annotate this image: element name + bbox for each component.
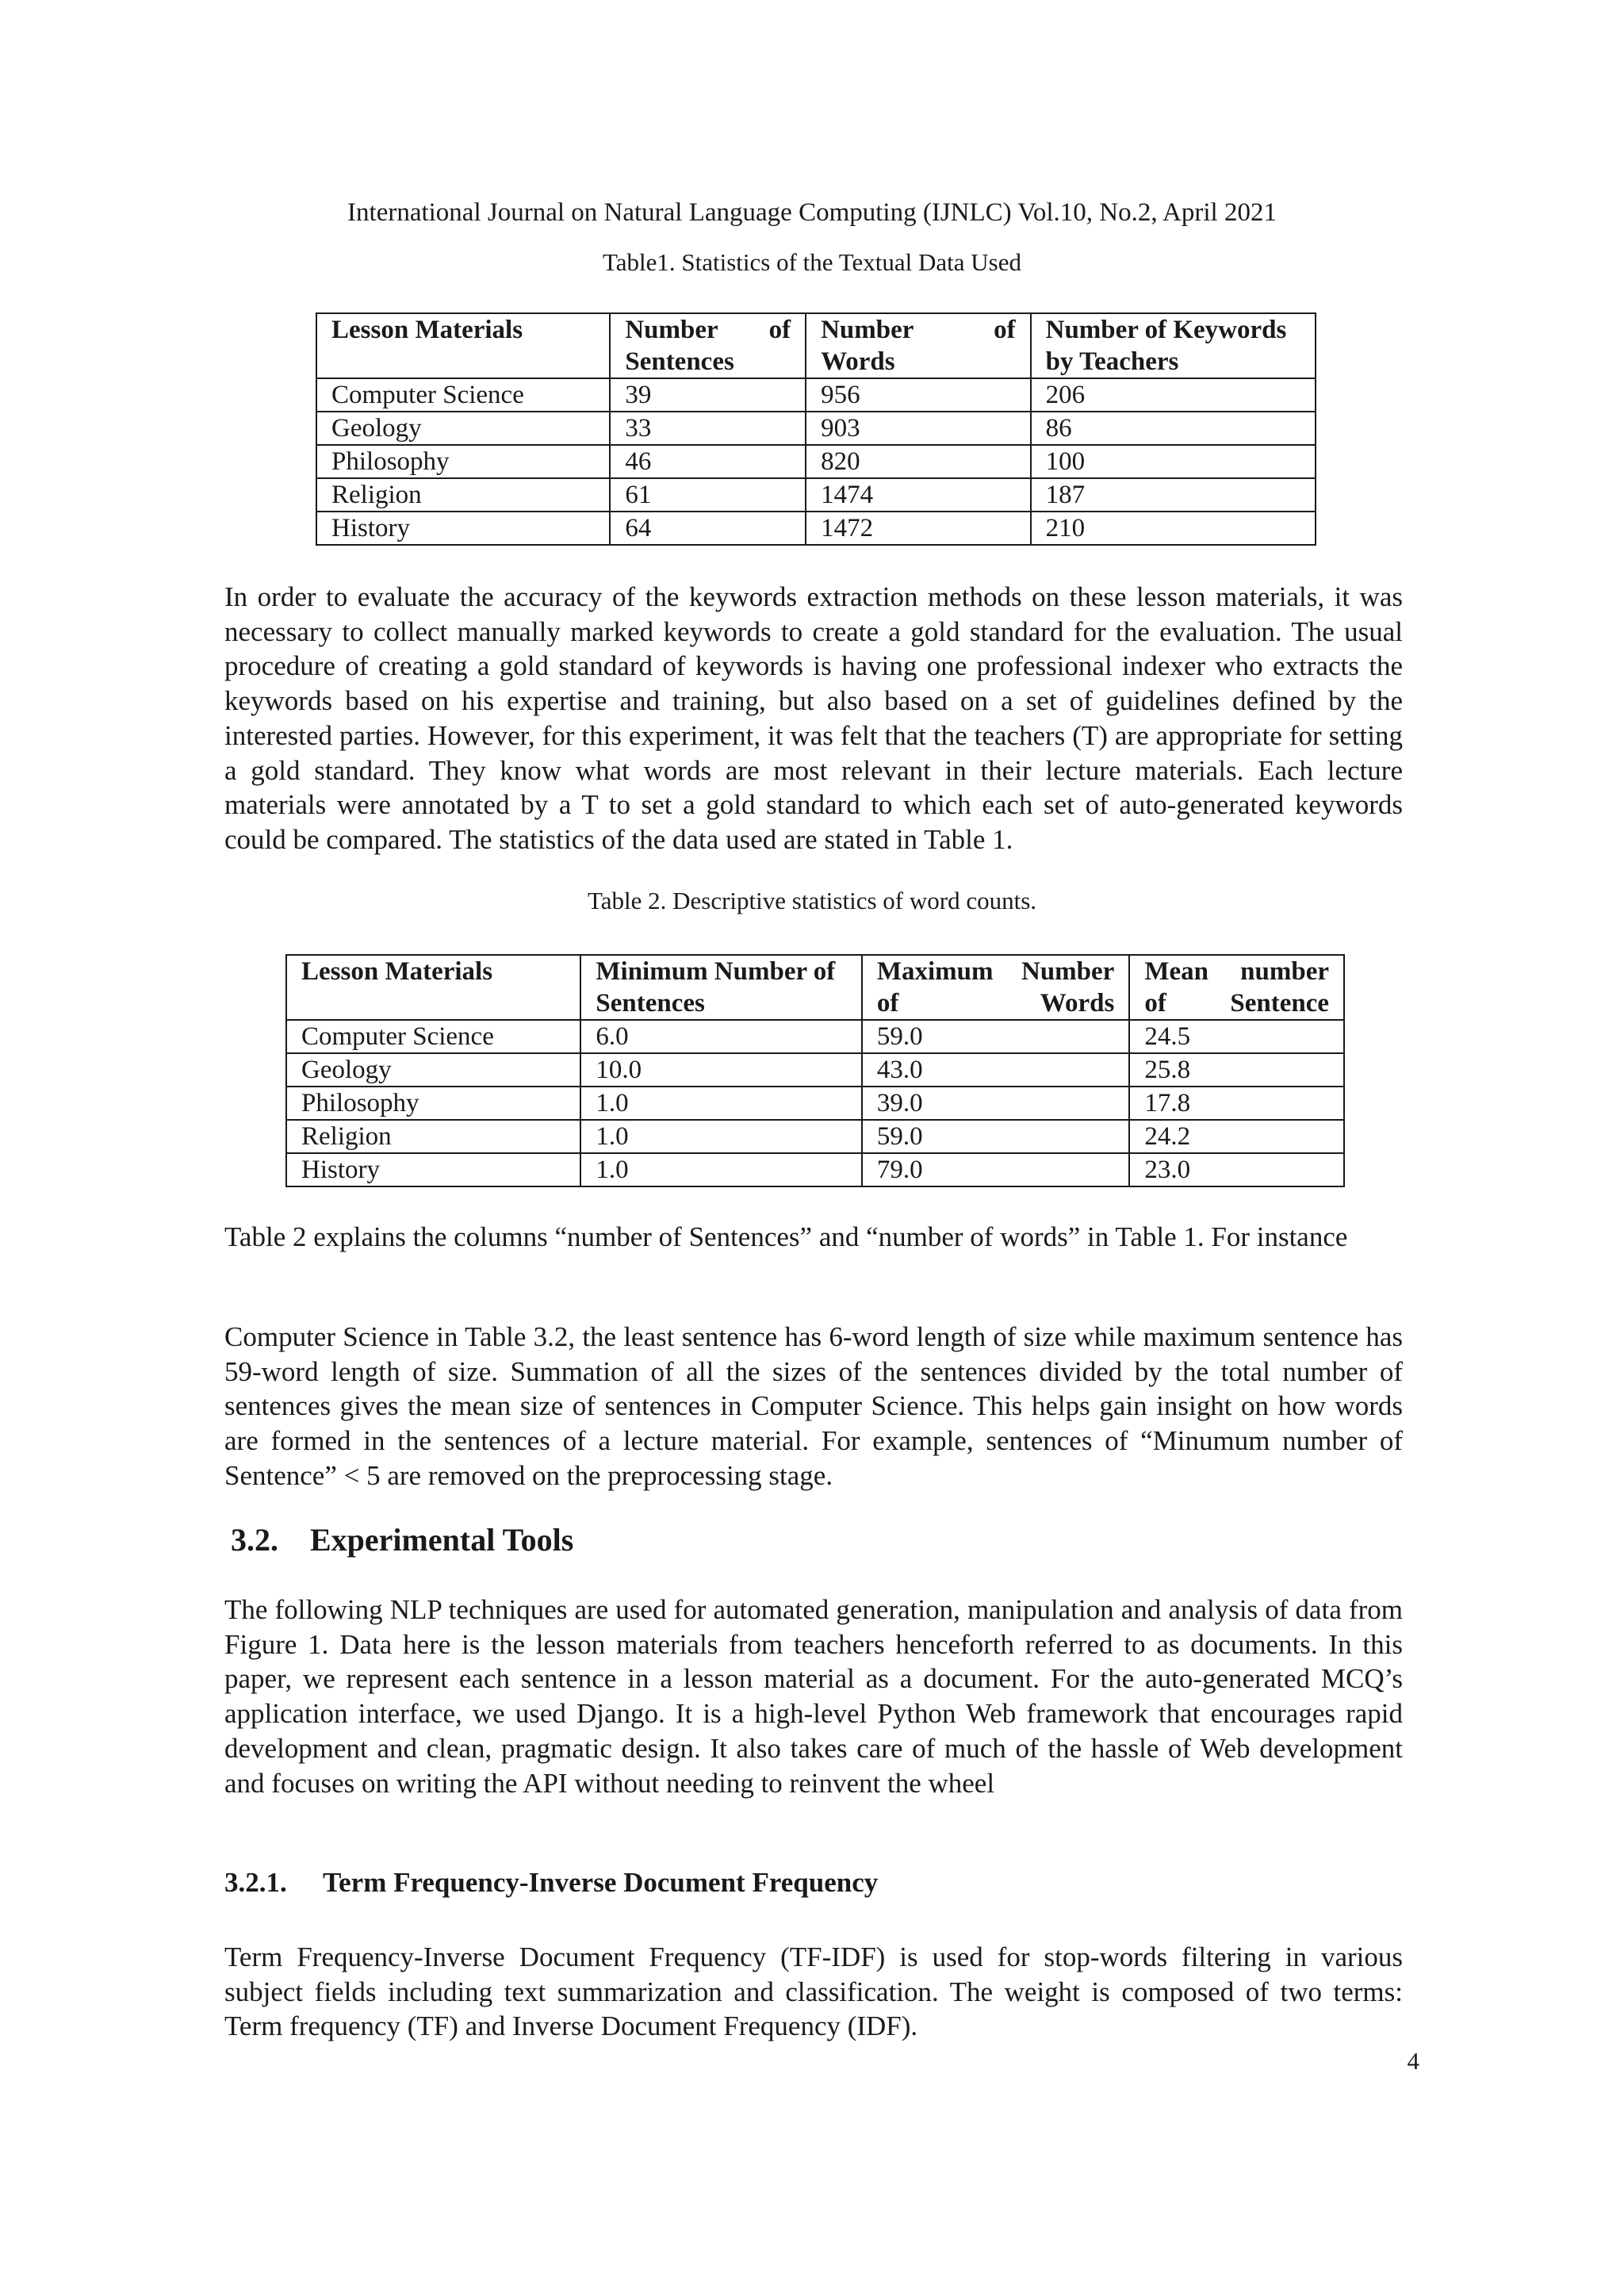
table-row xyxy=(286,1020,1344,1053)
table1-header-cell: Lesson Materials xyxy=(316,313,610,378)
table-cell: 79.0 xyxy=(862,1153,1130,1186)
table-cell: Philosophy xyxy=(286,1087,580,1120)
table-cell: 820 xyxy=(806,445,1031,478)
table-cell: 59.0 xyxy=(862,1020,1130,1053)
table1-caption: Table1. Statistics of the Textual Data Used xyxy=(603,248,1021,276)
subsection-title: Term Frequency-Inverse Document Frequency xyxy=(323,1867,879,1898)
body-paragraph: Computer Science in Table 3.2, the least sentence has 6-word length of size while maximum sentence has 59-word length of size. Summation of all the sizes of the sentences divided by the total number of sentences gives the mean size of sentences in Computer Science. This helps gain insight on how words are formed in the sentences of a lecture material. For example, sentences of “Minumum number of Sentence” < 5 are removed on the preprocessing stage. xyxy=(224,1321,1403,1491)
table2-header-cell: Lesson Materials xyxy=(286,955,580,1020)
table-cell: 33 xyxy=(610,412,806,445)
table2-header-cell: Maximum Number of Words xyxy=(862,955,1130,1020)
table1-header-cell: Number of Words xyxy=(806,313,1031,378)
table-cell: 39.0 xyxy=(862,1087,1130,1120)
table2-caption: Table 2. Descriptive statistics of word counts. xyxy=(587,887,1037,914)
table2-header-cell: Mean number of Sentence xyxy=(1129,955,1344,1020)
subsection-number: 3.2.1. xyxy=(224,1867,287,1898)
table-cell: 43.0 xyxy=(862,1053,1130,1087)
table-cell: 39 xyxy=(610,378,806,412)
table-cell: 64 xyxy=(610,512,806,545)
table-cell: 1.0 xyxy=(580,1087,861,1120)
table-cell: 46 xyxy=(610,445,806,478)
section-title: Experimental Tools xyxy=(310,1522,574,1558)
table2-header-row xyxy=(286,955,1344,1020)
running-header: International Journal on Natural Language Computing (IJNLC) Vol.10, No.2, April 2021 xyxy=(347,198,1277,227)
table-row xyxy=(286,1120,1344,1153)
table-row xyxy=(316,478,1316,512)
table-cell: Geology xyxy=(286,1053,580,1087)
table1-header-cell: Number of Sentences xyxy=(610,313,806,378)
table-cell: 23.0 xyxy=(1129,1153,1344,1186)
page-number: 4 xyxy=(1407,2047,1419,2075)
table-row xyxy=(316,445,1316,478)
table-cell: 86 xyxy=(1031,412,1316,445)
table-cell: 10.0 xyxy=(580,1053,861,1087)
table-cell: 1.0 xyxy=(580,1153,861,1186)
table-cell: Computer Science xyxy=(286,1020,580,1053)
table1-header-cell: Number of Keywords by Teachers xyxy=(1031,313,1316,378)
table-row xyxy=(286,1053,1344,1087)
table-cell: Religion xyxy=(286,1120,580,1153)
body-paragraph: In order to evaluate the accuracy of the keywords extraction methods on these lesson materials, it was necessary to collect manually marked keywords to create a gold standard for the evaluation. The usual procedure of creating a gold standard of keywords is having one professional indexer who extracts the keywords based on his expertise and training, but also based on a set of guidelines defined by the interested parties. However, for this experiment, it was felt that the teachers (T) are appropriate for setting a gold standard. They know what words are most relevant in their lecture materials. Each lecture materials were annotated by a T to set a gold standard to which each set of auto-generated keywords could be compared. The statistics of the data used are stated in Table 1. xyxy=(224,581,1403,855)
table-cell: 100 xyxy=(1031,445,1316,478)
table-cell: 903 xyxy=(806,412,1031,445)
table-cell: 210 xyxy=(1031,512,1316,545)
table-cell: 61 xyxy=(610,478,806,512)
section-heading xyxy=(231,1521,573,1559)
table-row xyxy=(286,1087,1344,1120)
table2-header-cell: Minimum Number of Sentences xyxy=(580,955,861,1020)
section-number: 3.2. xyxy=(231,1522,278,1558)
table-cell: 206 xyxy=(1031,378,1316,412)
table-cell: 187 xyxy=(1031,478,1316,512)
table-cell: 1472 xyxy=(806,512,1031,545)
table-row xyxy=(316,378,1316,412)
table-row xyxy=(316,512,1316,545)
table-cell: 6.0 xyxy=(580,1020,861,1053)
table-cell: 24.5 xyxy=(1129,1020,1344,1053)
table-cell: History xyxy=(286,1153,580,1186)
body-paragraph: The following NLP techniques are used for automated generation, manipulation and analysis of data from Figure 1. Data here is the lesson materials from teachers henceforth referred to as documents. In this paper, we represent each sentence in a lesson material as a document. For the auto-generated MCQ’s application interface, we used Django. It is a high-level Python Web framework that encourages rapid development and clean, pragmatic design. It also takes care of much of the hassle of Web development and focuses on writing the API without needing to reinvent the wheel xyxy=(224,1594,1403,1799)
table-row xyxy=(286,1153,1344,1186)
table-cell: Religion xyxy=(316,478,610,512)
table1 xyxy=(316,312,1316,546)
table2 xyxy=(285,954,1345,1187)
table-cell: 59.0 xyxy=(862,1120,1130,1153)
table1-header-row xyxy=(316,313,1316,378)
table-cell: 24.2 xyxy=(1129,1120,1344,1153)
table-cell: Philosophy xyxy=(316,445,610,478)
table-row xyxy=(316,412,1316,445)
body-paragraph: Table 2 explains the columns “number of Sentences” and “number of words” in Table 1. For instance xyxy=(224,1221,1348,1252)
table-cell: 17.8 xyxy=(1129,1087,1344,1120)
table-cell: History xyxy=(316,512,610,545)
body-paragraph: Term Frequency-Inverse Document Frequency (TF-IDF) is used for stop-words filtering in various subject fields including text summarization and classification. The weight is composed of two terms: Term frequency (TF) and Inverse Document Frequency (IDF). xyxy=(224,1941,1403,2042)
table-cell: 25.8 xyxy=(1129,1053,1344,1087)
table-cell: 1474 xyxy=(806,478,1031,512)
table-cell: 956 xyxy=(806,378,1031,412)
subsection-heading xyxy=(224,1865,878,1900)
table-cell: Geology xyxy=(316,412,610,445)
table-cell: 1.0 xyxy=(580,1120,861,1153)
table-cell: Computer Science xyxy=(316,378,610,412)
